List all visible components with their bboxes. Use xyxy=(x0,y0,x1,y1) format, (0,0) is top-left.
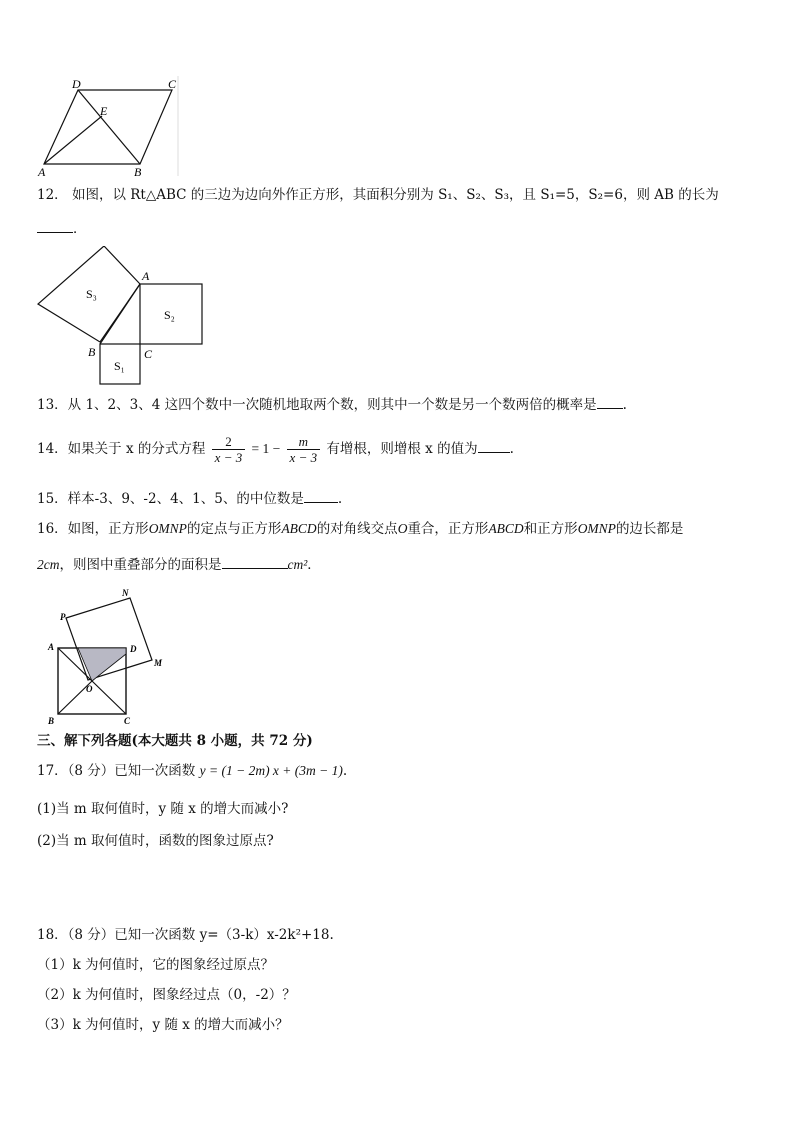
q16-omnp: OMNP xyxy=(577,521,616,536)
q12-text-line2 xyxy=(37,220,87,238)
figure-q16-overlapping-squares xyxy=(40,586,176,726)
q14-suffix: 有增根，则增根 x 的值为 xyxy=(326,441,478,457)
label-E: E xyxy=(100,104,108,118)
q18-sub1: （1）k 为何值时，它的图象经过原点？ xyxy=(37,957,275,973)
label-C: C xyxy=(124,716,131,726)
q15-suffix: . xyxy=(337,491,343,507)
label-C: C xyxy=(144,347,153,361)
label-C: C xyxy=(168,77,177,91)
q13-stem: 13．从 1、2、3、4 这四个数中一次随机地取两个数，则其中一个数是另一个数两倍的概率是 xyxy=(37,397,597,413)
label-A: A xyxy=(38,165,46,178)
frac1-numerator: 2 xyxy=(212,434,246,450)
answer-blank[interactable] xyxy=(222,556,288,569)
q12-suffix: ． xyxy=(73,221,87,237)
q17-formula: y = (1 − 2m) x + (3m − 1) xyxy=(199,763,343,778)
q16-part: 和正方形 xyxy=(523,521,578,537)
label-S1: S₁ xyxy=(114,359,125,373)
q14-end: . xyxy=(509,441,514,457)
q16-o: O xyxy=(397,521,408,536)
q15-text xyxy=(37,490,342,508)
figure-q11-parallelogram xyxy=(36,76,181,178)
q16-text-line1 xyxy=(37,520,683,538)
figure-q12-squares xyxy=(36,246,216,390)
q16-part: ，则图中重叠部分的面积是 xyxy=(59,557,222,573)
frac2-numerator: m xyxy=(287,434,321,450)
label-B: B xyxy=(134,165,142,178)
q17-text-line1 xyxy=(37,762,347,780)
answer-blank[interactable] xyxy=(37,220,73,233)
q16-end: ． xyxy=(307,557,321,573)
label-M: M xyxy=(154,658,163,668)
fraction-2-over-x-minus-3 xyxy=(212,434,246,465)
q18-sub3: （3）k 为何值时，y 随 x 的增大而减小？ xyxy=(37,1017,289,1033)
frac2-denominator: x − 3 xyxy=(289,450,318,465)
q13-text xyxy=(37,396,627,414)
q17-sub1: (1)当 m 取何值时，y 随 x 的增大而减小? xyxy=(37,801,289,817)
q17-end: . xyxy=(342,763,348,779)
q16-part: 的对角线交点 xyxy=(316,521,398,537)
q16-part: 的定点与正方形 xyxy=(186,521,282,537)
label-P: P xyxy=(60,612,66,622)
q16-2cm: 2cm xyxy=(37,557,60,572)
answer-blank[interactable] xyxy=(478,440,510,453)
q14-equals: = 1 − xyxy=(251,441,281,456)
label-N: N xyxy=(122,588,129,598)
q16-abcd: ABCD xyxy=(281,521,317,536)
q16-part: 重合，正方形 xyxy=(407,521,489,537)
q16-unit: cm² xyxy=(287,557,308,572)
q16-part: 16．如图，正方形 xyxy=(37,521,149,537)
q13-suffix: . xyxy=(622,397,627,413)
q18-text-line1: 18．（8 分）已知一次函数 y=（3-k）x-2k²+18. xyxy=(37,927,334,943)
q17-sub2: (2)当 m 取何值时，函数的图象过原点? xyxy=(37,833,274,849)
q15-stem: 15．样本-3、9、-2、4、1、5、的中位数是 xyxy=(37,491,304,507)
label-O: O xyxy=(86,684,93,694)
label-S3: S₃ xyxy=(86,287,97,301)
label-S2: S₂ xyxy=(164,308,175,322)
label-B: B xyxy=(88,345,96,359)
q16-part: 的边长都是 xyxy=(615,521,684,537)
q14-prefix: 14．如果关于 x 的分式方程 xyxy=(37,441,206,457)
section-3-heading: 三、解下列各题(本大题共 8 小题，共 72 分) xyxy=(37,733,313,749)
label-D: D xyxy=(72,77,81,91)
q17-prefix: 17．（8 分）已知一次函数 xyxy=(37,763,196,779)
q14-text xyxy=(37,432,514,466)
q12-text-line1: 12． 如图，以 Rt△ABC 的三边为边向外作正方形，其面积分别为 S₁、S₂、S₃，且 S₁=5，S₂=6，则 AB 的长为 xyxy=(37,187,719,203)
label-A: A xyxy=(142,269,150,283)
frac1-denominator: x − 3 xyxy=(214,450,243,465)
q16-omnp: OMNP xyxy=(148,521,187,536)
answer-blank[interactable] xyxy=(597,396,623,409)
label-A: A xyxy=(48,642,55,652)
q18-sub2: （2）k 为何值时，图象经过点（0，-2）？ xyxy=(37,987,296,1003)
q16-text-line2 xyxy=(37,556,321,574)
label-B: B xyxy=(48,716,55,726)
fraction-m-over-x-minus-3 xyxy=(287,434,321,465)
label-D: D xyxy=(130,644,137,654)
q16-abcd: ABCD xyxy=(488,521,524,536)
answer-blank[interactable] xyxy=(304,490,338,503)
